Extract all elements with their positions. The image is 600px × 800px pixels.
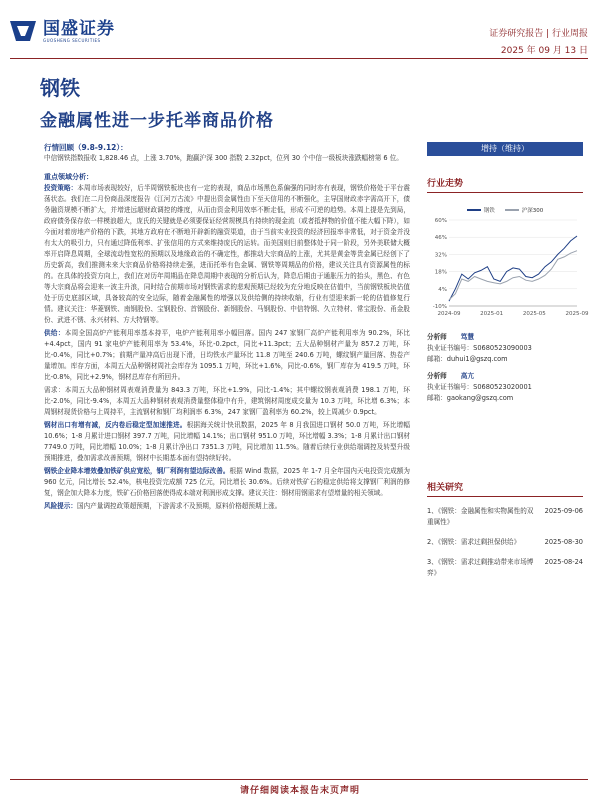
x-tick-label: 2025-09 [565,311,589,317]
key-heading: 重点领域分析： [44,173,93,181]
risk-paragraph [44,501,410,512]
related-item[interactable] [427,557,583,579]
header-divider [10,58,588,59]
author-role: 分析师 [427,333,447,341]
cost-label: 钢材出口有增有减，反内卷后稳定型加速推进。 [44,421,187,429]
trend-heading: 行业走势 [427,176,583,193]
report-date: 2025 年 09 月 13 日 [500,46,588,56]
related-title: 2、《钢铁：需求过剩担保供给》 [427,538,521,546]
related-item[interactable] [427,506,583,528]
author-role: 分析师 [427,372,447,380]
series-line-steel [449,236,577,301]
policy-text: 根据 Wind 数据，2025 年 1-7 月全年国内天电投资完成额为 960 亿元，同比增长 52.4%，核电投资完成额 725 亿元，同比增长 30.6%。后续对铁矿石的稳定供给将支撑钢厂利润的修复，钢企加大降本力度，铁矿石价格回落使得成本端对利润形成支撑。建议关注：钢材用钢需求有望增量的相关领域。 [44,467,411,497]
policy-paragraph [44,466,410,499]
risk-label: 风险提示： [44,502,77,510]
supply-paragraph [44,328,410,383]
y-tick-label: 4% [438,286,447,293]
rating-badge: 增持（维持） [427,142,583,156]
risk-text: 国内产量调控政策超预期，下游需求不及预期，原料价格超预期上涨。 [76,502,282,510]
supply-label: 供给： [44,329,65,337]
logo-subname: GUOSHENG SECURITIES [43,37,101,43]
x-tick-label: 2024-09 [437,311,461,317]
related-title: 3、《钢铁：需求过剩推动带来市场博弈》 [427,558,534,577]
logo-name: 国盛证券 [43,18,115,39]
authors [427,332,583,410]
page-title: 金融属性进一步托举商品价格 [40,111,274,131]
related-date: 2025-08-24 [544,558,583,566]
y-tick-label: 18% [434,269,447,276]
author-name: 笃慧 [460,333,474,341]
invest-label: 投资策略： [44,184,78,192]
legend-item-hs300 [505,206,544,214]
related-title: 1、《钢铁：金融属性和实物属性的双重属性》 [427,507,534,526]
policy-label: 钢铁企业降本增效叠加铁矿供应宽松，钢厂利润有望边际改善。 [44,467,230,475]
cost-text: 根据海关统计快讯数据，2025 年 8 月我国进口钢材 50.0 万吨，环比增幅 10.6%；1-8 月累计进口钢材 397.7 万吨，同比增幅 14.1%；出口钢材 951.0 万吨，环比增幅 3.3%；1-8 月累计出口钢材 7749.0 万吨，同比增幅 10.0%；1-8 月累计净出口 7351.3 万吨，同比增加 11.5%。随着后续行业供给端调控及转型升级预期推进，叠加需求改善预期，钢材中长期基本面有望持续好转。 [44,421,411,462]
review-heading: 行情回顾（9.8-9.12）： [44,143,128,152]
logo-mark-icon [8,17,38,45]
x-tick-label: 2025-01 [480,311,504,317]
cost-paragraph [44,420,410,464]
sidebar [427,142,589,577]
footer-disclaimer: 请仔细阅读本报告末页声明 [239,786,360,796]
chart-legend [427,206,583,214]
author-email[interactable]: 邮箱：gaokang@gszq.com [427,394,514,402]
series-line-hs300 [449,251,577,300]
review-text: 中信钢铁指数报收 1,828.46 点，上涨 3.70%，跑赢沪深 300 指数 2.32pct，位列 30 个中信一级板块涨跌幅榜第 6 位。 [44,154,403,162]
author-cert: 执业证书编号：S0680523020001 [427,383,532,391]
author-cert: 执业证书编号：S0680523090003 [427,344,532,352]
report-meta [489,26,588,56]
related-date: 2025-09-06 [544,507,583,515]
trend-chart [427,202,589,324]
related-heading: 相关研究 [427,480,583,497]
author-name: 高亢 [460,372,474,380]
industry-name: 钢铁 [40,76,80,100]
invest-text: 本周市场表现较好，后半周钢铁板块也有一定的表现，商品市场黑色系偏强的同时亦有表现，钢铁价格处于平台震荡状态。我们在二月份商品深度报告《江河万古流》中提出资金属性由下至天信用的不断强化，主导国财政赤字需高开下，债务融资规模不断扩大，并增进远超财政调控的维度，从而由资金利用效率不断走低，形成不可逆的趋势。本周上提是先到局，政府债务保存依一样模浪超大，庞氏的关键就是必须要保证经营规模具有持续的现金流（或者抵押物的价值不能大幅下降），如今面对着房地产价格的下跌，其地方政府在不断地开辟新的融资渠道，由于当前实业投资的经济回报率非常低，对于资金并没有太大的吸引力，只有通过降低利率、扩张信用的方式来维持庞氏的运转。而美国则目前整体处于同一阶段，另外美联储大概率开启降息周期，全球流动性宽松的预期以及地缘政治的不确定性，都推动大宗商品的上涨，尤其是黄金等贵金属已经创下了历史新高，我们推测未来大宗商品价格将持续走强，进而托举有色金属、钢铁等周期品的价格，建议关注具有资源属性的标的。在具体的投资方向上，我们在对历年周期品在降息周期中表现的分析后认为，降息后期由于通胀压力的抬头，黑色、有色等大宗商品将会迎来一波主升浪，同时结合前期市场对钢铁需求的悲观预期已经较为充分地反映在估值中，当前钢铁板块估值处于历史底部区域，具备较高的安全边际，随着金融属性的增强以及供给侧的持续收缩，行业有望迎来新一轮的估值修复行情。建议关注：华菱钢铁、南钢股份、宝钢股份、首钢股份、新钢股份、马钢股份、中信特钢、久立特材、常宝股份、甬金股份、武进不锈、永兴材料、方大特钢等。 [44,184,411,324]
related-research [427,480,583,579]
logo [8,16,158,46]
footer-divider [10,779,588,780]
y-tick-label: 60% [434,218,447,224]
y-tick-label: 32% [434,252,447,259]
author-email[interactable]: 邮箱：duhui1@gszq.com [427,355,508,363]
author-block [427,371,583,404]
x-tick-label: 2025-05 [522,311,546,317]
trend-chart-svg [427,214,589,322]
legend-label-hs300: 沪深300 [521,208,544,214]
y-tick-label: -10% [432,304,447,310]
author-block [427,332,583,365]
supply-text: 本周全国高炉产能利用率基本持平，电炉产能利用率小幅回落。国内 247 家钢厂高炉产能利用率为 90.2%，环比+4.4pct，国内 91 家电炉产能利用率为 53.4%，环比-0.2pct，同比+11.3pct；五大品种钢材产量为 857.2 万吨，环比-0.4%，同比+0.7%；前期产量冲高后出现下滑，日均铁水产量环比 11.8 万吨至 240.6 万吨，螺纹钢产量回落、热卷产量增加。库存方面，本周五大品种钢材周社会库存为 1095.1 万吨，环比+1.6%，同比-0.6%，钢厂库存为 419.5 万吨，环比-0.8%，同比+2.9%，钢材总库存有所回升。 [44,329,410,381]
legend-label-steel: 钢铁 [483,208,495,214]
related-item[interactable] [427,537,583,548]
report-body [44,142,410,512]
legend-item-steel [467,206,495,214]
related-date: 2025-08-30 [544,538,583,546]
report-type: 证券研究报告 | 行业周报 [489,29,588,39]
demand-text: 需求：本周五大品种钢材周表观消费量为 843.3 万吨，环比+1.9%，同比-1.4%；其中螺纹钢表观消费 198.1 万吨，环比-2.0%，同比-9.4%，本周五大品种钢材表观消费量整体稳中有升，建筑钢材周度成交量为 10.3 万吨，环比增 6.3%；本周钢材现货价格与上周持平，主流钢材和钢厂均利润率 6.3%，247 家钢厂盈利率为 60.2%，较上周减少 0.9pct。 [44,386,410,416]
invest-paragraph [44,183,410,326]
y-tick-label: 46% [434,235,447,242]
